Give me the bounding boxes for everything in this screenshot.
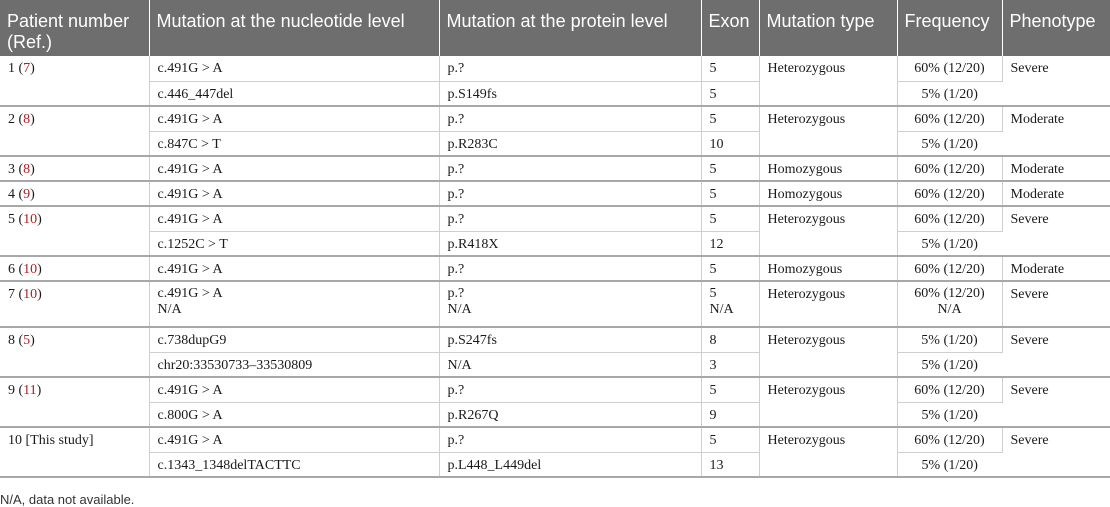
table-row bbox=[0, 327, 1110, 352]
cell-protein: p.R283C bbox=[439, 131, 701, 156]
cell-nucleotide: c.847C > T bbox=[149, 131, 439, 156]
cell-phenotype: Moderate bbox=[1002, 106, 1110, 156]
table-row bbox=[0, 256, 1110, 281]
cell-mutation-type: Heterozygous bbox=[759, 56, 897, 106]
cell-exon: 5 bbox=[701, 377, 759, 402]
cell-phenotype: Severe bbox=[1002, 281, 1110, 327]
patient-number: 6 bbox=[8, 262, 15, 277]
cell-protein-line: N/A bbox=[447, 302, 472, 317]
cell-nucleotide: c.738dupG9 bbox=[149, 327, 439, 352]
cell-protein bbox=[439, 281, 701, 327]
cell-frequency: 60% (12/20) bbox=[897, 181, 1002, 206]
cell-exon: 3 bbox=[701, 352, 759, 377]
cell-exon-line: N/A bbox=[709, 302, 734, 317]
cell-nucleotide: c.446_447del bbox=[149, 81, 439, 106]
cell-mutation-type: Homozygous bbox=[759, 181, 897, 206]
cell-protein: p.S247fs bbox=[439, 327, 701, 352]
table-row bbox=[0, 81, 1110, 106]
cell-exon: 10 bbox=[701, 131, 759, 156]
reference-link[interactable]: 11 bbox=[23, 383, 37, 398]
cell-protein: p.? bbox=[439, 256, 701, 281]
cell-frequency: 5% (1/20) bbox=[897, 452, 1002, 477]
cell-frequency: 60% (12/20) bbox=[897, 256, 1002, 281]
cell-patient: 9 (11) bbox=[0, 377, 149, 427]
cell-exon: 5 bbox=[701, 181, 759, 206]
cell-exon: 12 bbox=[701, 231, 759, 256]
cell-exon: 13 bbox=[701, 452, 759, 477]
header-frequency: Frequency bbox=[897, 0, 1002, 56]
table-footnote: N/A, data not available. bbox=[0, 492, 135, 507]
cell-mutation-type: Homozygous bbox=[759, 156, 897, 181]
cell-exon-line: 5 bbox=[709, 286, 717, 301]
patient-number: 2 bbox=[8, 112, 15, 127]
reference-link[interactable]: 7 bbox=[23, 61, 31, 76]
table-row bbox=[0, 377, 1110, 402]
cell-patient bbox=[0, 427, 149, 477]
cell-frequency: 60% (12/20) bbox=[897, 106, 1002, 131]
reference-link[interactable]: 9 bbox=[23, 187, 31, 202]
table-row bbox=[0, 452, 1110, 477]
patient-number: 7 bbox=[8, 287, 15, 302]
patient-number: 10 [This study] bbox=[8, 433, 94, 448]
cell-protein: p.R267Q bbox=[439, 402, 701, 427]
cell-exon: 9 bbox=[701, 402, 759, 427]
cell-frequency: 5% (1/20) bbox=[897, 327, 1002, 352]
cell-phenotype: Severe bbox=[1002, 56, 1110, 106]
cell-phenotype: Moderate bbox=[1002, 256, 1110, 281]
cell-frequency: 5% (1/20) bbox=[897, 231, 1002, 256]
cell-mutation-type: Heterozygous bbox=[759, 377, 897, 427]
cell-frequency: 60% (12/20) bbox=[897, 156, 1002, 181]
header-mutation-type: Mutation type bbox=[759, 0, 897, 56]
reference-link[interactable]: 10 bbox=[23, 287, 38, 302]
table-row bbox=[0, 281, 1110, 327]
header-phenotype: Phenotype bbox=[1002, 0, 1110, 56]
table-row bbox=[0, 352, 1110, 377]
cell-nucleotide bbox=[149, 281, 439, 327]
cell-frequency: 5% (1/20) bbox=[897, 131, 1002, 156]
header-protein: Mutation at the protein level bbox=[439, 0, 701, 56]
cell-patient: 2 (8) bbox=[0, 106, 149, 156]
cell-patient: 5 (10) bbox=[0, 206, 149, 256]
cell-frequency: 60% (12/20) bbox=[897, 427, 1002, 452]
cell-protein-line: p.? bbox=[447, 286, 465, 301]
header-nucleotide: Mutation at the nucleotide level bbox=[149, 0, 439, 56]
table-body bbox=[0, 56, 1110, 477]
cell-nucleotide-line: c.491G > A bbox=[157, 286, 223, 301]
cell-frequency-line: N/A bbox=[937, 302, 962, 317]
cell-nucleotide: c.491G > A bbox=[149, 56, 439, 81]
patient-number: 5 bbox=[8, 212, 15, 227]
patient-number: 9 bbox=[8, 383, 15, 398]
patient-number: 3 bbox=[8, 162, 15, 177]
reference-link[interactable]: 8 bbox=[23, 162, 31, 177]
reference-link[interactable]: 5 bbox=[23, 333, 31, 348]
cell-protein: p.S149fs bbox=[439, 81, 701, 106]
cell-phenotype: Severe bbox=[1002, 377, 1110, 427]
cell-phenotype: Moderate bbox=[1002, 181, 1110, 206]
cell-protein: p.? bbox=[439, 106, 701, 131]
cell-nucleotide: c.1252C > T bbox=[149, 231, 439, 256]
table-row bbox=[0, 206, 1110, 231]
cell-patient: 7 (10) bbox=[0, 281, 149, 327]
cell-exon bbox=[701, 281, 759, 327]
cell-nucleotide: c.491G > A bbox=[149, 156, 439, 181]
cell-phenotype: Severe bbox=[1002, 206, 1110, 256]
cell-nucleotide: c.491G > A bbox=[149, 377, 439, 402]
cell-protein: p.? bbox=[439, 377, 701, 402]
cell-exon: 5 bbox=[701, 427, 759, 452]
cell-phenotype: Severe bbox=[1002, 327, 1110, 377]
cell-patient: 6 (10) bbox=[0, 256, 149, 281]
table-row bbox=[0, 427, 1110, 452]
cell-protein: N/A bbox=[439, 352, 701, 377]
cell-phenotype: Moderate bbox=[1002, 156, 1110, 181]
reference-link[interactable]: 10 bbox=[23, 262, 38, 277]
cell-protein: p.? bbox=[439, 156, 701, 181]
cell-nucleotide: c.800G > A bbox=[149, 402, 439, 427]
cell-nucleotide: c.491G > A bbox=[149, 427, 439, 452]
cell-protein: p.? bbox=[439, 181, 701, 206]
table-row bbox=[0, 56, 1110, 81]
reference-link[interactable]: 8 bbox=[23, 112, 31, 127]
cell-nucleotide: chr20:33530733–33530809 bbox=[149, 352, 439, 377]
cell-protein: p.? bbox=[439, 56, 701, 81]
cell-exon: 5 bbox=[701, 206, 759, 231]
cell-frequency: 5% (1/20) bbox=[897, 81, 1002, 106]
reference-link[interactable]: 10 bbox=[23, 212, 38, 227]
cell-phenotype: Severe bbox=[1002, 427, 1110, 477]
patient-number: 8 bbox=[8, 333, 15, 348]
cell-protein: p.R418X bbox=[439, 231, 701, 256]
cell-frequency-line: 60% (12/20) bbox=[914, 286, 985, 301]
cell-patient: 3 (8) bbox=[0, 156, 149, 181]
cell-frequency bbox=[897, 281, 1002, 327]
patient-number: 1 bbox=[8, 61, 15, 76]
patient-number: 4 bbox=[8, 187, 15, 202]
cell-protein: p.? bbox=[439, 206, 701, 231]
cell-nucleotide: c.491G > A bbox=[149, 181, 439, 206]
cell-exon: 5 bbox=[701, 106, 759, 131]
cell-nucleotide-line: N/A bbox=[157, 302, 182, 317]
cell-mutation-type: Heterozygous bbox=[759, 427, 897, 477]
cell-patient: 1 (7) bbox=[0, 56, 149, 106]
cell-frequency: 5% (1/20) bbox=[897, 402, 1002, 427]
cell-protein: p.? bbox=[439, 427, 701, 452]
cell-protein: p.L448_L449del bbox=[439, 452, 701, 477]
table-header-row bbox=[0, 0, 1110, 56]
cell-mutation-type: Heterozygous bbox=[759, 206, 897, 256]
cell-exon: 5 bbox=[701, 156, 759, 181]
table-row bbox=[0, 156, 1110, 181]
cell-mutation-type: Heterozygous bbox=[759, 327, 897, 377]
cell-frequency: 60% (12/20) bbox=[897, 56, 1002, 81]
cell-mutation-type: Heterozygous bbox=[759, 281, 897, 327]
cell-nucleotide: c.1343_1348delTACTTC bbox=[149, 452, 439, 477]
table-row bbox=[0, 402, 1110, 427]
cell-nucleotide: c.491G > A bbox=[149, 256, 439, 281]
table-row bbox=[0, 106, 1110, 131]
cell-exon: 8 bbox=[701, 327, 759, 352]
cell-frequency: 5% (1/20) bbox=[897, 352, 1002, 377]
table-row bbox=[0, 181, 1110, 206]
cell-patient: 8 (5) bbox=[0, 327, 149, 377]
cell-patient: 4 (9) bbox=[0, 181, 149, 206]
table-row bbox=[0, 231, 1110, 256]
cell-nucleotide: c.491G > A bbox=[149, 206, 439, 231]
table-row bbox=[0, 131, 1110, 156]
cell-exon: 5 bbox=[701, 81, 759, 106]
cell-exon: 5 bbox=[701, 256, 759, 281]
header-exon: Exon bbox=[701, 0, 759, 56]
cell-mutation-type: Homozygous bbox=[759, 256, 897, 281]
header-patient: Patient number (Ref.) bbox=[0, 0, 149, 56]
cell-frequency: 60% (12/20) bbox=[897, 377, 1002, 402]
cell-frequency: 60% (12/20) bbox=[897, 206, 1002, 231]
cell-nucleotide: c.491G > A bbox=[149, 106, 439, 131]
cell-mutation-type: Heterozygous bbox=[759, 106, 897, 156]
cell-exon: 5 bbox=[701, 56, 759, 81]
